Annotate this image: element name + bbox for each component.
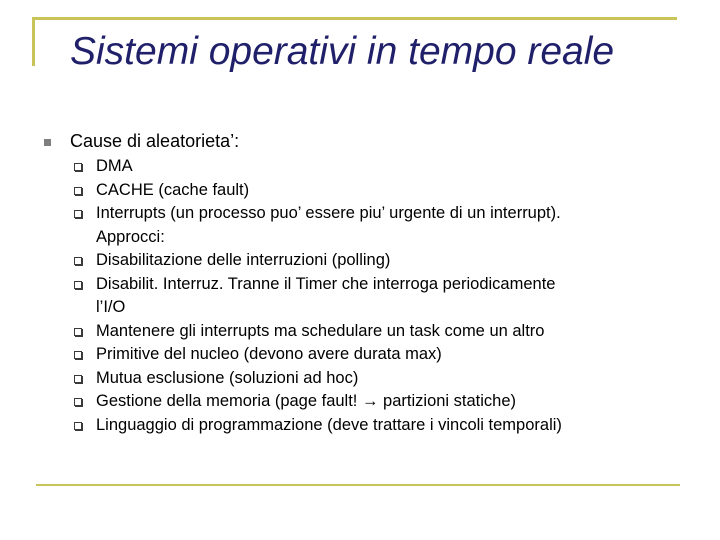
bottom-rule-divider: [36, 484, 680, 486]
hollow-square-bullet-icon: [74, 210, 82, 218]
list-item: [74, 179, 694, 203]
hollow-square-bullet-icon: [74, 398, 82, 406]
list-item-text: Mutua esclusione (soluzioni ad hoc): [96, 368, 359, 387]
list-item-text: Mantenere gli interrupts ma schedulare un task come un altro: [96, 321, 545, 340]
list-item-text-continued: l’I/O: [96, 298, 126, 316]
list-item-text: Disabilitazione delle interruzioni (polling): [96, 251, 391, 269]
hollow-square-bullet-icon: [74, 257, 82, 265]
list-item: [74, 367, 694, 391]
list-item: [74, 202, 694, 249]
left-rule-divider: [32, 17, 35, 66]
list-item: [74, 249, 694, 273]
list-item-text-continued: Approcci:: [96, 227, 165, 246]
list-item-text: Disabilit. Interruz. Tranne il Timer che interroga periodicamente: [96, 274, 556, 293]
list-item-text: Interrupts (un processo puo’ essere piu’ urgente di un interrupt).: [96, 204, 561, 222]
list-item: [74, 390, 694, 414]
list-item-text: CACHE (cache fault): [96, 180, 250, 199]
square-bullet-icon: [44, 139, 51, 146]
list-item-text: Primitive del nucleo (devono avere durata max): [96, 345, 442, 363]
hollow-square-bullet-icon: [74, 328, 82, 336]
sub-bullet-list: [74, 155, 694, 437]
list-item: [74, 414, 694, 438]
main-bullet-text: Cause di aleatorieta’:: [70, 131, 240, 151]
hollow-square-bullet-icon: [74, 281, 82, 289]
hollow-square-bullet-icon: [74, 422, 82, 430]
hollow-square-bullet-icon: [74, 351, 82, 359]
list-item-text: Linguaggio di programmazione (deve trattare i vincoli temporali): [96, 415, 562, 434]
hollow-square-bullet-icon: [74, 187, 82, 195]
hollow-square-bullet-icon: [74, 375, 82, 383]
list-item: [74, 155, 694, 179]
hollow-square-bullet-icon: [74, 163, 82, 171]
list-item: [74, 273, 694, 320]
slide-title: Sistemi operativi in tempo reale: [70, 30, 615, 73]
list-item: [74, 320, 694, 344]
list-item-text: DMA: [96, 157, 133, 175]
list-item-text: Gestione della memoria (page fault! → partizioni statiche): [96, 392, 517, 410]
list-item: [74, 343, 694, 367]
top-rule-divider: [32, 17, 677, 20]
